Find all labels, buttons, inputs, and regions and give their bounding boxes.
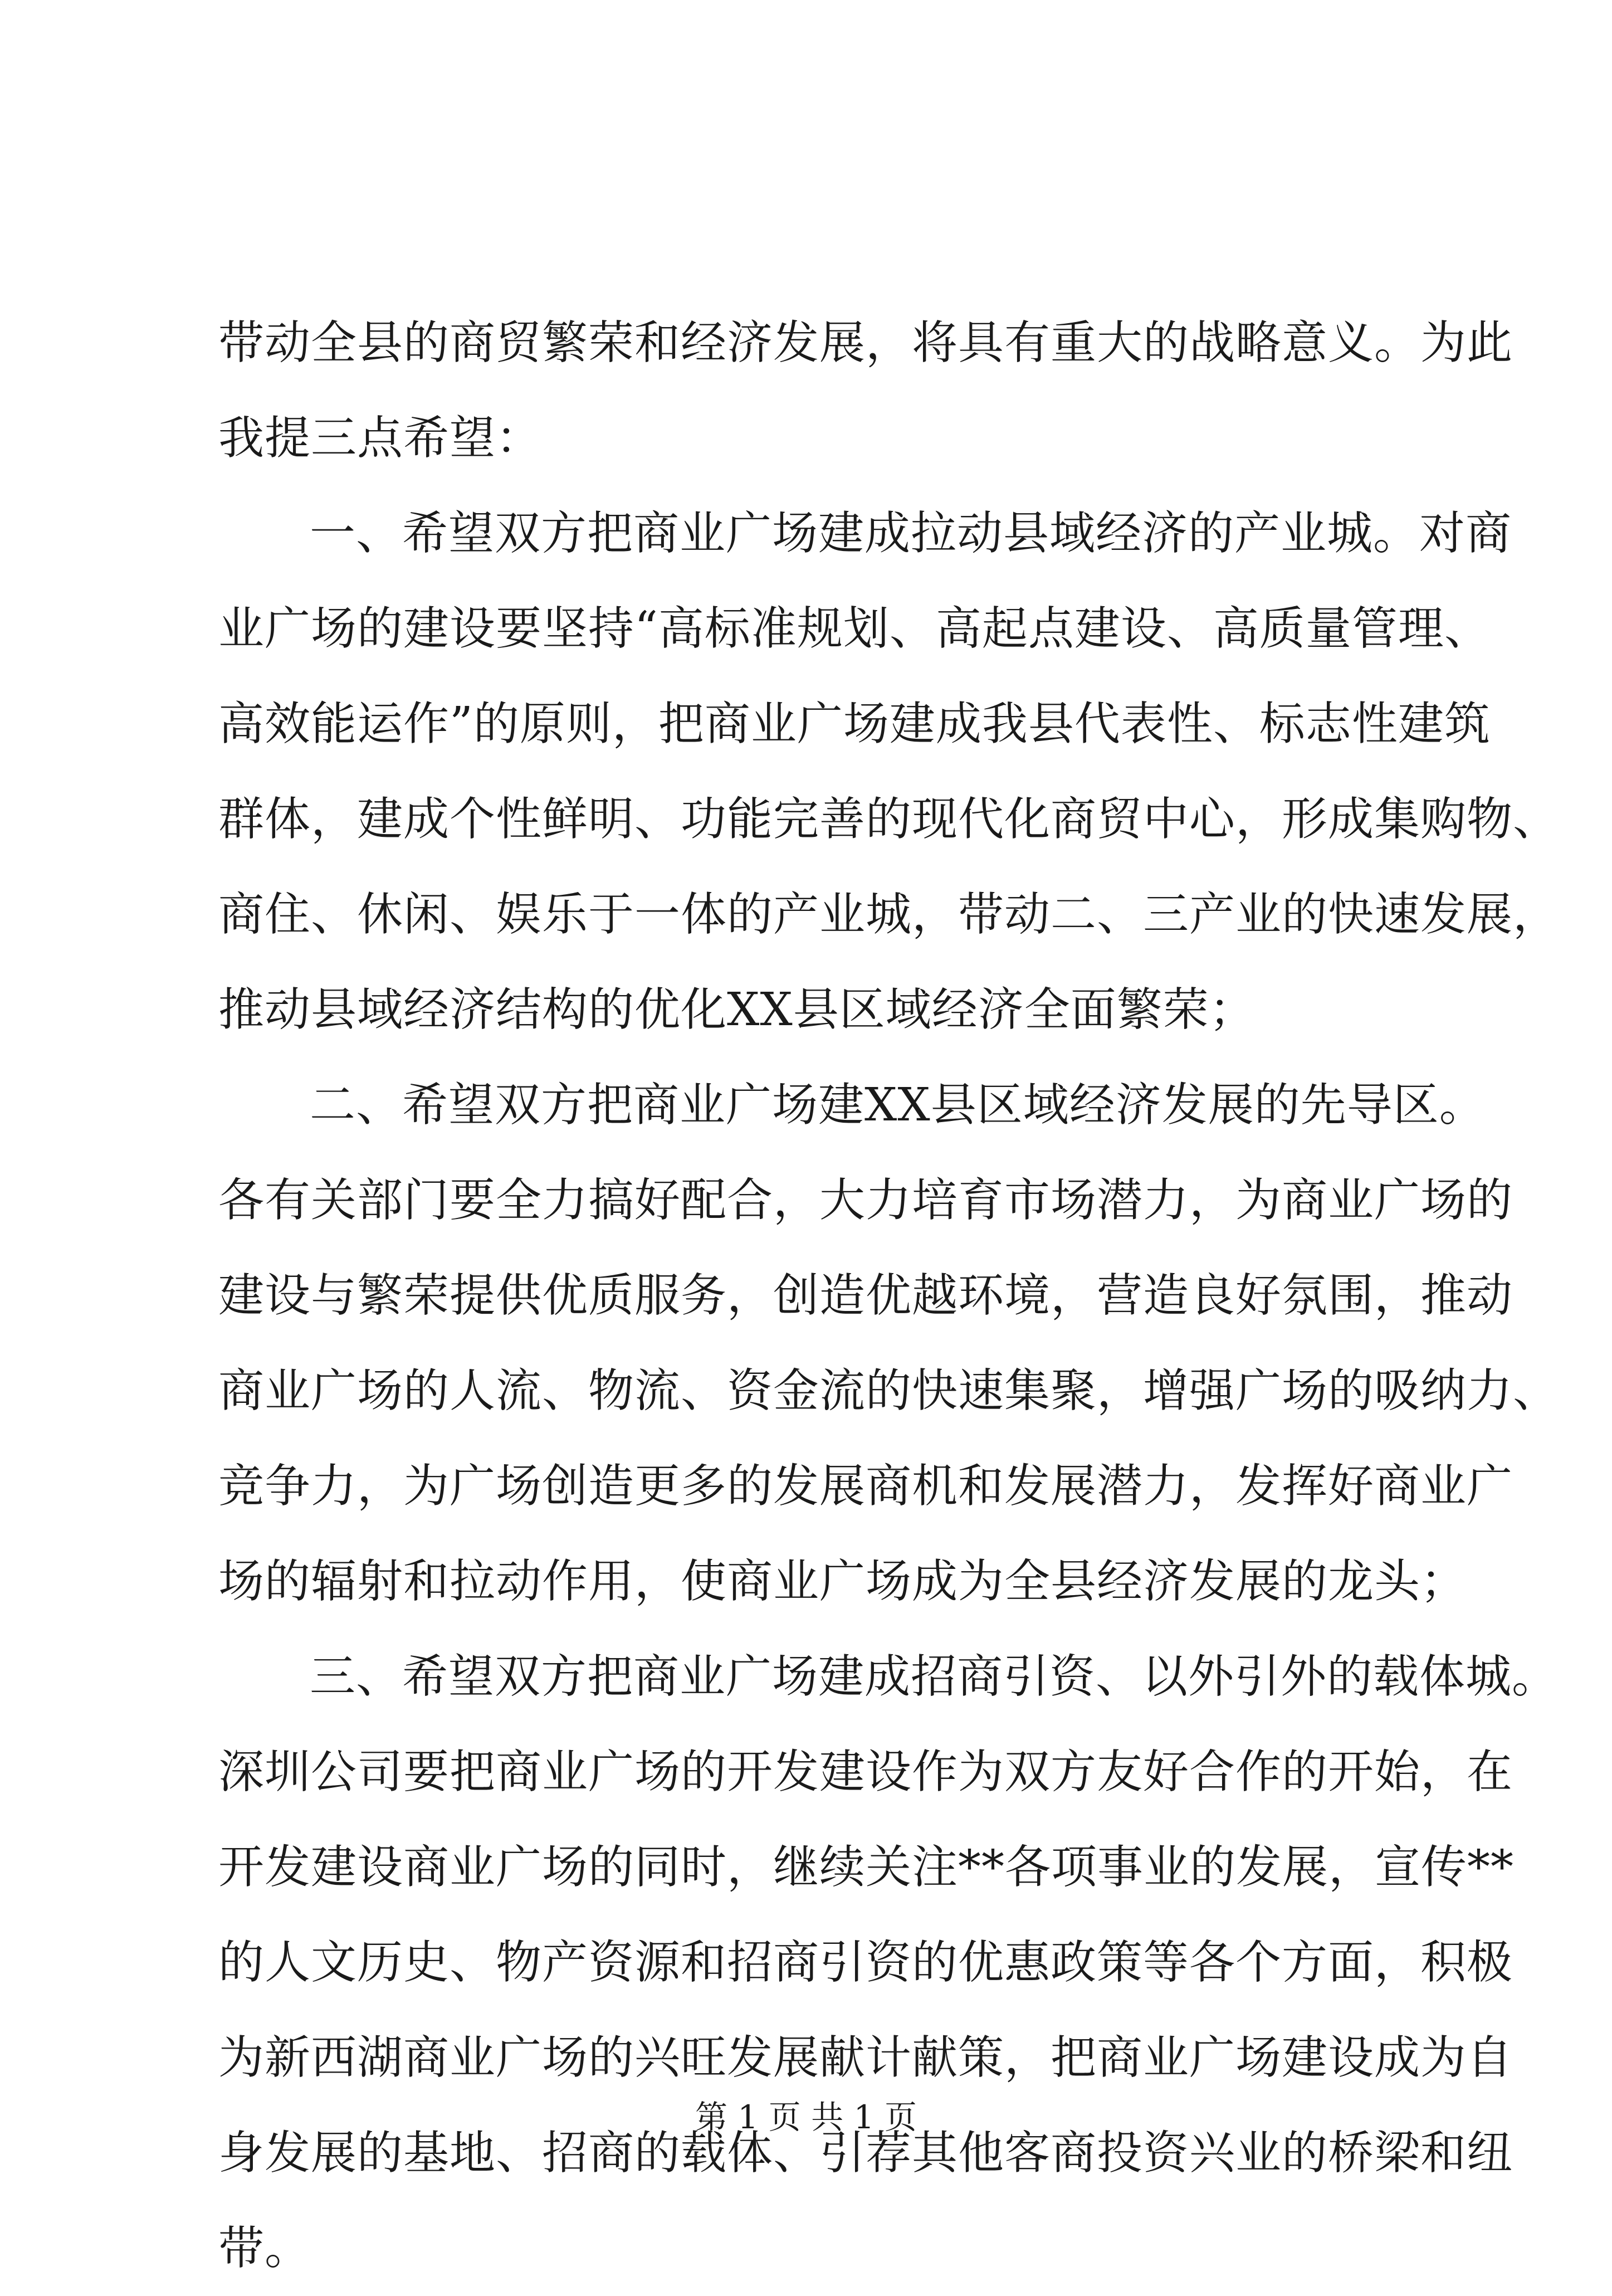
text-line: 带。 [218,2222,311,2275]
text-line: 的人文历史、物产资源和招商引资的优惠政策等各个方面，积极 [218,1936,1513,1989]
text-line: 各有关部门要全力搞好配合，大力培育市场潜力，为商业广场的 [218,1174,1513,1227]
text-line: 带动全县的商贸繁荣和经济发展，将具有重大的战略意义。为此 [218,316,1513,369]
text-line: 为新西湖商业广场的兴旺发展献计献策，把商业广场建设成为自 [218,2031,1513,2084]
document-body [218,295,1560,2296]
paragraph-first-line: 三、希望双方把商业广场建成招商引资、以外引外的载体城。 [310,1650,1559,1703]
text-line: 商业广场的人流、物流、资金流的快速集聚，增强广场的吸纳力、 [218,1364,1560,1417]
text-line: 群体，建成个性鲜明、功能完善的现代化商贸中心，形成集购物、 [218,793,1560,846]
text-line: 推动县域经济结构的优化XX县区域经济全面繁荣； [218,983,1256,1036]
text-line: 我提三点希望： [218,412,543,465]
text-line: 业广场的建设要坚持“高标准规划、高起点建设、高质量管理、 [218,602,1491,655]
text-line: 竞争力，为广场创造更多的发展商机和发展潜力，发挥好商业广 [218,1460,1513,1513]
text-line: 建设与繁荣提供优质服务，创造优越环境，营造良好氛围，推动 [218,1269,1513,1322]
text-line: 开发建设商业广场的同时，继续关注**各项事业的发展，宣传** [218,1841,1515,1894]
paragraph-first-line: 二、希望双方把商业广场建XX县区域经济发展的先导区。 [310,1079,1486,1132]
text-line: 身发展的基地、招商的载体、引荐其他客商投资兴业的桥梁和纽 [218,2127,1513,2180]
text-line: 高效能运作”的原则，把商业广场建成我县代表性、标志性建筑 [218,698,1491,750]
text-line: 商住、休闲、娱乐于一体的产业城，带动二、三产业的快速发展， [218,888,1560,941]
page-footer: 第 1 页 共 1 页 [695,2098,917,2136]
text-line: 深圳公司要把商业广场的开发建设作为双方友好合作的开始，在 [218,1746,1513,1798]
text-line: 场的辐射和拉动作用，使商业广场成为全县经济发展的龙头； [218,1555,1467,1608]
paragraph-first-line: 一、希望双方把商业广场建成拉动县域经济的产业城。对商 [310,507,1512,560]
